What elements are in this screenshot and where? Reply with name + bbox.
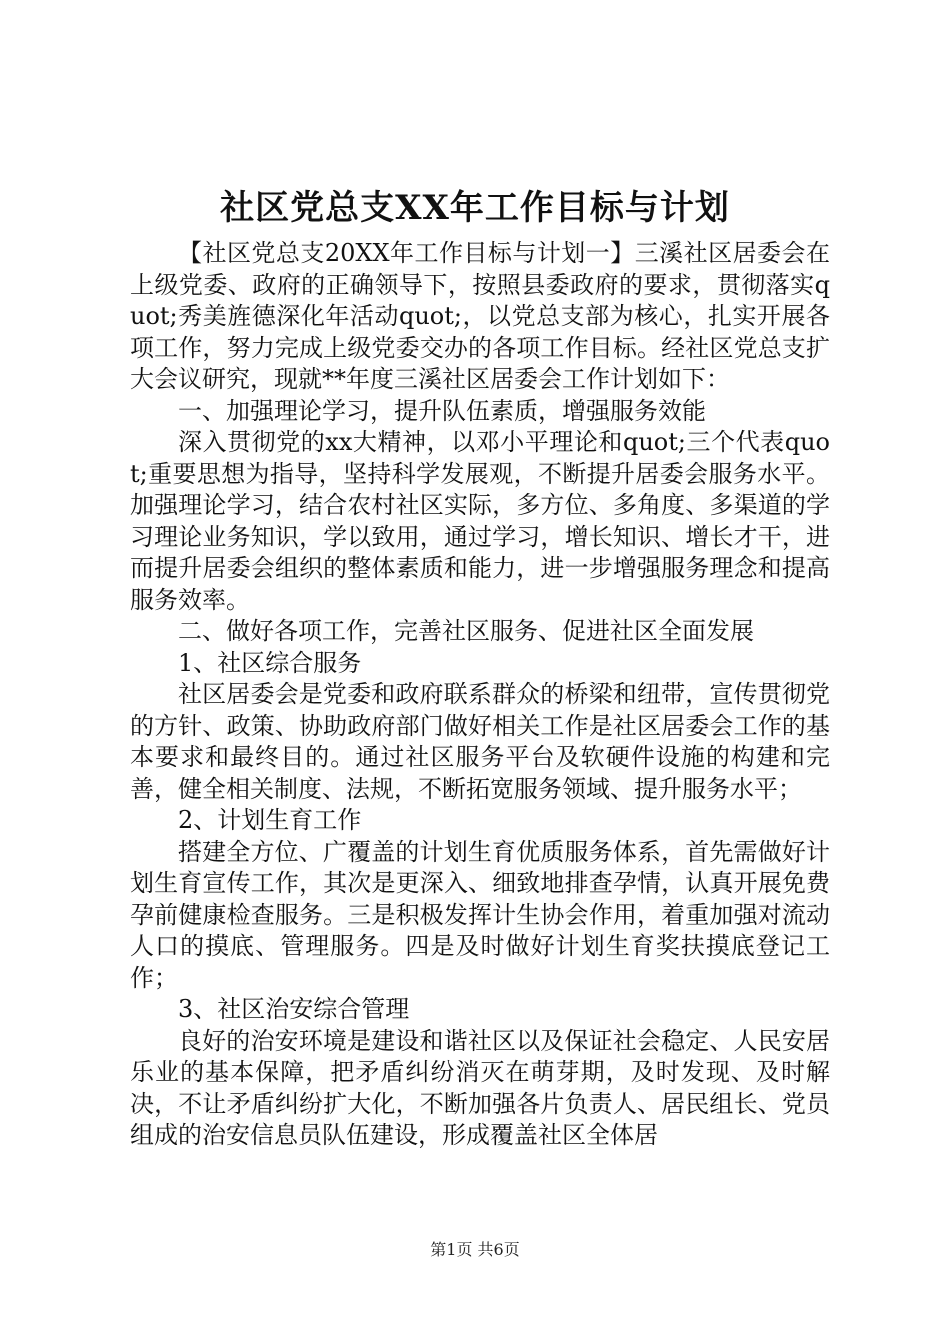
subsection-1-paragraph: 社区居委会是党委和政府联系群众的桥梁和纽带，宣传贯彻党的方针、政策、协助政府部门做好相关工作是社区居委会工作的基本要求和最终目的。通过社区服务平台及软硬件设施的构建和完善，健全相关制度、法规，不断拓宽服务领域、提升服务水平； [130, 680, 830, 803]
subsection-2-paragraph: 搭建全方位、广覆盖的计划生育优质服务体系，首先需做好计划生育宣传工作，其次是更深入、细致地排查孕情，认真开展免费孕前健康检查服务。三是积极发挥计生协会作用，着重加强对流动人口的摸底、管理服务。四是及时做好计划生育奖扶摸底登记工作； [130, 837, 830, 992]
subsection-heading-3: 3、社区治安综合管理 [178, 995, 410, 1023]
subsection-3-paragraph: 良好的治安环境是建设和谐社区以及保证社会稳定、人民安居乐业的基本保障，把矛盾纠纷消灭在萌芽期，及时发现、及时解决，不让矛盾纠纷扩大化，不断加强各片负责人、居民组长、党员组成的治安信息员队伍建设，形成覆盖社区全体居 [130, 1026, 830, 1149]
document-body [130, 238, 830, 1152]
section-heading-1: 一、加强理论学习，提升队伍素质，增强服务效能 [178, 396, 706, 425]
subsection-heading-1: 1、社区综合服务 [178, 648, 362, 677]
document-title: 社区党总支XX年工作目标与计划 [220, 188, 730, 228]
section-heading-2: 二、做好各项工作，完善社区服务、促进社区全面发展 [178, 617, 754, 645]
section-1-paragraph: 深入贯彻党的xx大精神，以邓小平理论和quot;三个代表quot;重要思想为指导，坚持科学发展观，不断提升居委会服务水平。加强理论学习，结合农村社区实际，多方位、多角度、多渠道的学习理论业务知识，学以致用，通过学习，增长知识、增长才干，进而提升居委会组织的整体素质和能力，进一步增强服务理念和提高服务效率。 [130, 428, 830, 614]
page-number-footer: 第1页 共6页 [430, 1240, 520, 1259]
intro-paragraph: 【社区党总支20XX年工作目标与计划一】三溪社区居委会在上级党委、政府的正确领导下，按照县委政府的要求，贯彻落实quot;秀美旌德深化年活动quot;，以党总支部为核心，扎实开展各项工作，努力完成上级党委交办的各项工作目标。经社区党总支扩大会议研究，现就**年度三溪社区居委会工作计划如下： [130, 239, 830, 393]
subsection-heading-2: 2、计划生育工作 [178, 806, 362, 834]
